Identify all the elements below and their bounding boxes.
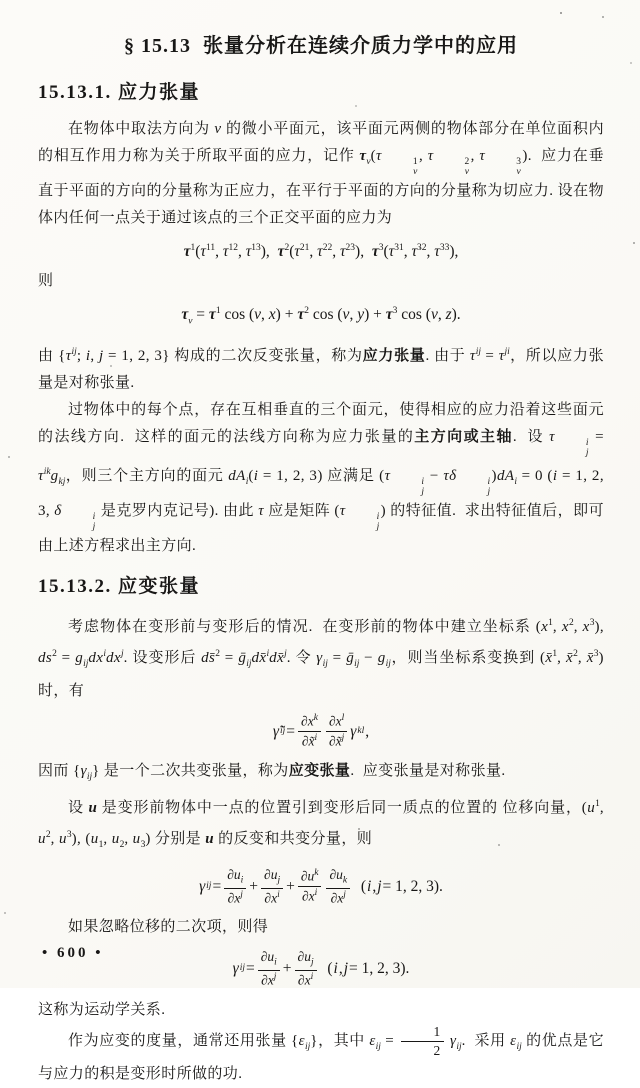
- chapter-title: § 15.13 张量分析在连续介质力学中的应用: [124, 35, 518, 57]
- formula-strain-displacement-full: γ ij = $\frac{\partial u_i}{\partial x^j}$ + $\frac{\partial u_j}{\partial x^i}$ + $\frac{\partial u^k}{\partial x^i}$ $\frac{\partial u_k}{\partial x^j}$ ( i , j = 1, 2, 3).: [199, 866, 443, 906]
- scan-noise-specks: [0, 0, 2, 2]
- section-heading-stress-tensor: 15.13.1. 应力张量: [38, 82, 201, 103]
- paragraph-stress-tensor-definition: 由 {$\tau^{ij}$; i, j = 1, 2, 3} 构成的二次反变张量，称为应力张量. 由于 $\tau^{ij} = \tau^{ji}$，所以应力张量是对称张量.: [38, 346, 604, 391]
- paragraph-strain-tensor-definition: 因而 $\{\gamma_{ij}\}$ 是一个二次共变张量，称为应变张量. 应变张量是对称张量.: [38, 762, 506, 782]
- paragraph-strain-intro: 考虑物体在变形前与变形后的情况. 在变形前的物体中建立坐标系 ($x^1$, $x^2$, $x^3$), $ds^2 = g_{ij}dx^idx^j$. 设变形后 ds̄$^2$ = ḡ$_{ij}$dx̄$^i$dx̄$^j$. 令 $\gamma_{ij}$ = ḡ$_{ij}$ − $g_{ij}$，则当坐标系变换到 (x̄$^1$, x̄$^2$, x̄$^3$) 时，有: [38, 618, 604, 700]
- paragraph-kinematic-relation: 这称为运动学关系.: [38, 1002, 166, 1019]
- formula-cauchy-relation: $\tau_\nu = \tau^1$ cos (ν, $x) + \tau^2$ cos (ν, $y) + \tau^3$ cos (ν, z).: [181, 306, 461, 327]
- formula-stress-components: $\tau^1(\tau^{11}$, $\tau^{12}$, $\tau^{13}$), $\tau^2(\tau^{21}$, $\tau^{22}$, $\tau^{23}$), $\tau^3(\tau^{31}$, $\tau^{32}$, $\tau^{33}$),: [183, 243, 459, 261]
- paragraph-stress-intro: 在物体中取法方向为 ν 的微小平面元，该平面元两侧的物体部分在单位面积内的相互作用力称为关于所取平面的应力，记作 $\tau_\nu(\tau$ 1 ν , τ 2 ν , τ 3 ν ). 应力在垂直于平面的方向的分量称为正应力，在平行于平面的方向的分量称为切应力. 设在物体内任何一点关于通过该点的三个正交平面的应力为: [38, 121, 604, 227]
- paragraph-strain-measure: 作为应变的度量，通常还用张量 $\{\varepsilon_{ij}\}$，其中 $\varepsilon_{ij}$ = $\frac{1}{2}$ $\gamma_{ij}$. 采用 $\varepsilon_{ij}$ 的优点是它与应力的积是变形时所做的功.: [38, 1024, 605, 1083]
- paragraph-principal-directions: 过物体中的每个点，存在互相垂直的三个面元，使得相应的应力沿着这些面元的法线方向. 这样的面元的法线方向称为应力张量的主方向或主轴. 设 τ i j = $\tau^{ik}g_{kj}$，则三个主方向的面元 $dA_i(i = 1$, 2, 3) 应满足 (τ i j − τδ i j )$dA_i = 0$ (i = 1, 2, 3, δ i j 是克罗内克记号). 由此 τ 应是矩阵 (τ i j ) 的特征值. 求出特征值后，即可由上述方程求出主方向.: [38, 401, 604, 555]
- paragraph-displacement-vector: 设 u 是变形前物体中一点的位置引到变形后同一质点的位置的 位移向量，($u^1$, $u^2$, $u^3$), ($u_1$, $u_2$, $u_3$) 分别是 u 的反变和共变分量，则: [38, 798, 604, 850]
- formula-strain-displacement-linear: γ ij = $\frac{\partial u_i}{\partial x^j}$ + $\frac{\partial u_j}{\partial x^i}$ ( i , j = 1, 2, 3).: [232, 949, 410, 988]
- paragraph-neglect-quadratic: 如果忽略位移的二次项，则得: [68, 919, 269, 936]
- section-heading-strain-tensor: 15.13.2. 应变张量: [38, 576, 201, 598]
- formula-strain-transformation: γ̃ ij = $\frac{\partial x^k}{\partial x̃^i}$ $\frac{\partial x^l}{\partial x̃^j}$ γ kl ,: [272, 713, 370, 749]
- page-number: • 600 •: [42, 945, 104, 961]
- text-then: 则: [38, 273, 54, 290]
